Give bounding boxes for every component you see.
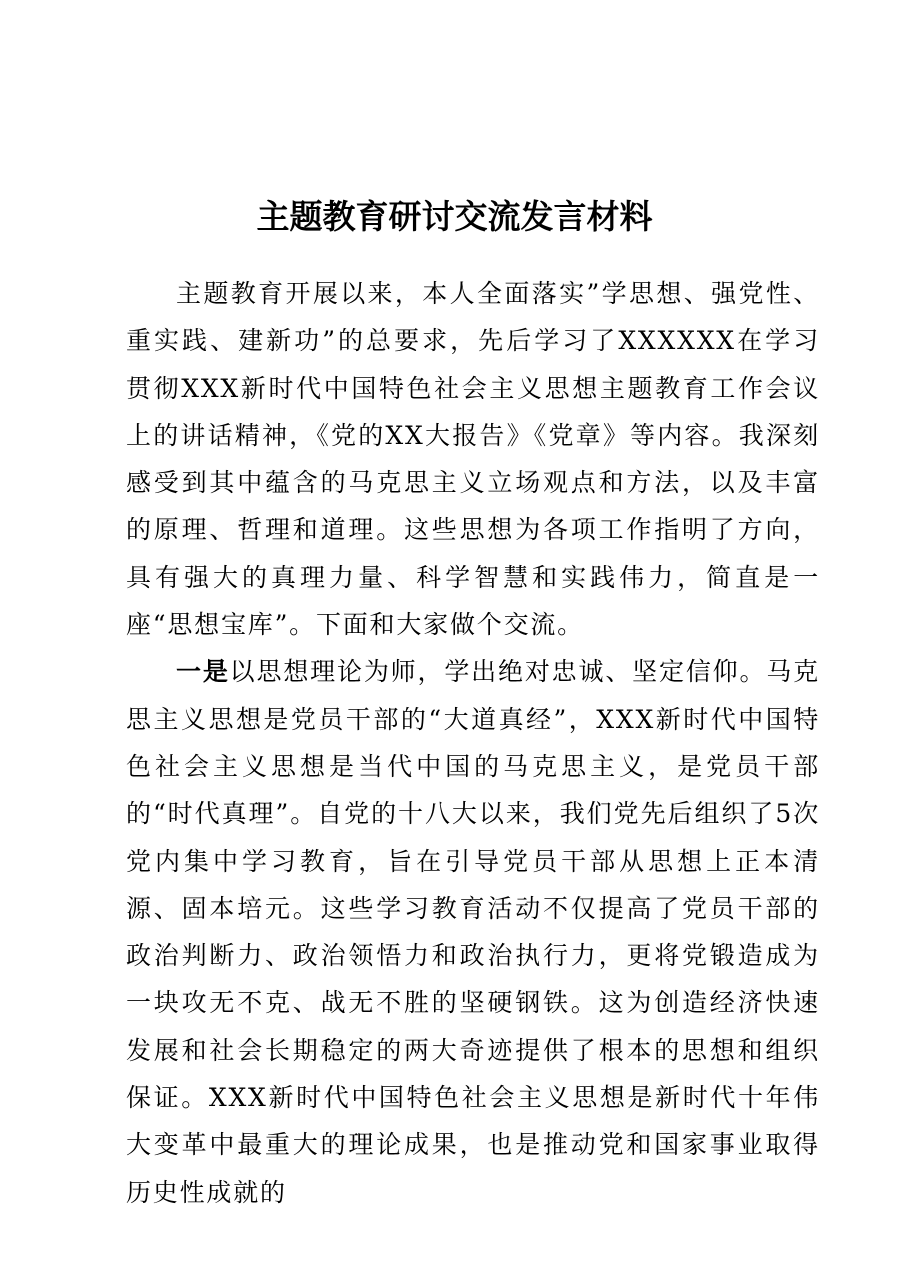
paragraph-point-one	[126, 648, 820, 1216]
paragraph-text: 主题教育开展以来，本人全面落实”学思想、强党性、重实践、建新功”的总要求，先后学习了XXXXXX在学习贯彻XXX新时代中国特色社会主义思想主题教育工作会议上的讲话精神，《党的XX大报告》《党章》等内容。我深刻感受到其中蕴含的马克思主义立场观点和方法，以及丰富的原理、哲理和道理。这些思想为各项工作指明了方向，具有强大的真理力量、科学智慧和实践伟力，简直是一座“思想宝库”。下面和大家做个交流。	[126, 279, 820, 640]
paragraph-lead: 一是	[176, 657, 230, 687]
document-body	[126, 270, 820, 1216]
paragraph-text: 以思想理论为师，学出绝对忠诚、坚定信仰。马克思主义思想是党员干部的“大道真经”，XXX新时代中国特色社会主义思想是当代中国的马克思主义，是党员干部的“时代真理”。自党的十八大以来，我们党先后组织了5次党内集中学习教育，旨在引导党员干部从思想上正本清源、固本培元。这些学习教育活动不仅提高了党员干部的政治判断力、政治领悟力和政治执行力，更将党锻造成为一块攻无不克、战无不胜的坚硬钢铁。这为创造经济快速发展和社会长期稳定的两大奇迹提供了根本的思想和组织保证。XXX新时代中国特色社会主义思想是新时代十年伟大变革中最重大的理论成果，也是推动党和国家事业取得历史性成就的	[126, 657, 820, 1207]
paragraph-intro	[126, 270, 820, 648]
document-title: 主题教育研讨交流发言材料	[256, 197, 653, 236]
